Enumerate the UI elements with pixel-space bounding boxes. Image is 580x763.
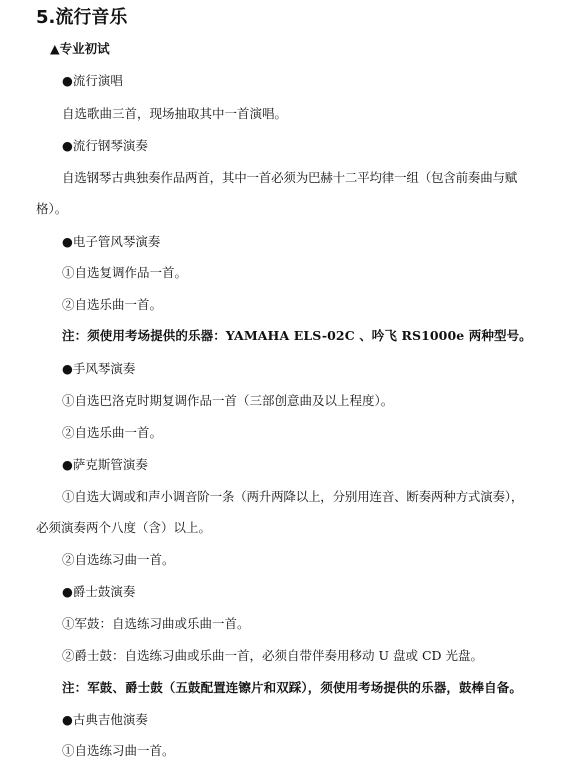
item-text: ①自选巴洛克时期复调作品一首（三部创意曲及以上程度）。: [62, 393, 394, 408]
note-text: 注：军鼓、爵士鼓（五鼓配置连镲片和双踩），须使用考场提供的乐器，鼓棒自备。: [62, 680, 522, 695]
item-heading-jazz-drum: ●爵士鼓演奏: [62, 584, 136, 599]
item-text: ②自选练习曲一首。: [62, 552, 175, 567]
item-text: 自选钢琴古典独奏作品两首，其中一首必须为巴赫十二平均律一组（包含前奏曲与赋: [62, 170, 518, 185]
section-subtitle: ▲专业初试: [50, 41, 110, 56]
item-text: ①自选复调作品一首。: [62, 265, 188, 280]
section-title: 5.流行音乐: [36, 7, 128, 28]
item-text: ①自选大调或和声小调音阶一条（两升两降以上，分别用连音、断奏两种方式演奏），: [62, 489, 524, 504]
item-heading-classical-guitar: ●古典吉他演奏: [62, 712, 148, 727]
item-text-continued: 格）。: [36, 201, 68, 216]
item-heading-electronic-organ: ●电子管风琴演奏: [62, 234, 161, 249]
item-heading-pop-singing: ●流行演唱: [62, 73, 123, 88]
item-text: ①军鼓：自选练习曲或乐曲一首。: [62, 616, 250, 631]
item-text: ②自选乐曲一首。: [62, 425, 163, 440]
item-text-continued: 必须演奏两个八度（含）以上。: [36, 520, 212, 535]
item-heading-pop-piano: ●流行钢琴演奏: [62, 138, 148, 153]
item-text: ②爵士鼓：自选练习曲或乐曲一首，必须自带伴奏用移动 U 盘或 CD 光盘。: [62, 648, 484, 663]
note-text: 注：须使用考场提供的乐器：YAMAHA ELS-02C 、吟飞 RS1000e 两种型号。: [62, 328, 532, 343]
item-heading-accordion: ●手风琴演奏: [62, 361, 136, 376]
item-text: ①自选练习曲一首。: [62, 743, 175, 758]
item-text: 自选歌曲三首，现场抽取其中一首演唱。: [62, 106, 288, 121]
item-heading-saxophone: ●萨克斯管演奏: [62, 457, 148, 472]
item-text: ②自选乐曲一首。: [62, 297, 163, 312]
